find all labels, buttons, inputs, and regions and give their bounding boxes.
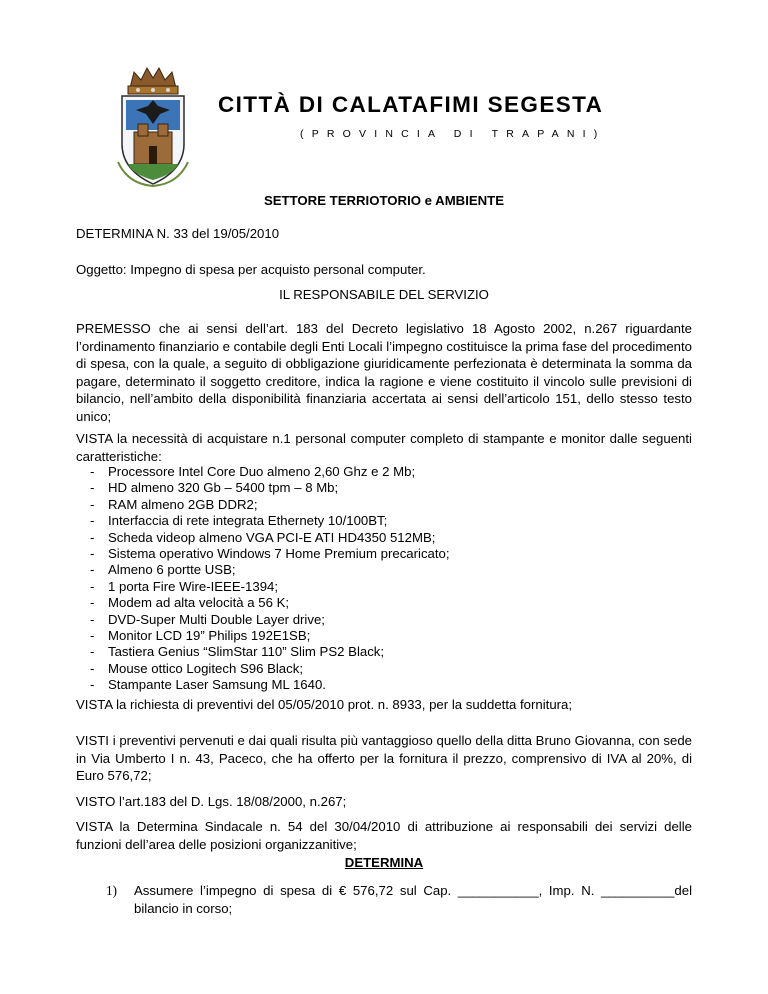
subject-line: Oggetto: Impegno di spesa per acquisto personal computer. <box>76 262 426 277</box>
spec-item: - Sistema operativo Windows 7 Home Premium precaricato; <box>90 546 450 562</box>
spec-item: - Interfaccia di rete integrata Ethernety 10/100BT; <box>90 513 450 529</box>
determina-heading: DETERMINA <box>344 855 424 870</box>
spec-item: - HD almeno 320 Gb – 5400 tpm – 8 Mb; <box>90 480 450 496</box>
vista-richiesta-paragraph: VISTA la richiesta di preventivi del 05/05/2010 prot. n. 8933, per la suddetta fornitura; <box>76 697 573 712</box>
spec-item: - DVD-Super Multi Double Layer drive; <box>90 612 450 628</box>
spec-item: - Stampante Laser Samsung ML 1640. <box>90 677 450 693</box>
item-1-text: Assumere l’impegno di spesa di € 576,72 sul Cap. ___________, Imp. N. __________del bilancio in corso; <box>134 883 692 916</box>
sector-heading: SETTORE TERRIOTORIO e AMBIENTE <box>263 193 505 208</box>
spec-item: - RAM almeno 2GB DDR2; <box>90 497 450 513</box>
visto-art-paragraph: VISTO l’art.183 del D. Lgs. 18/08/2000, n.267; <box>76 794 347 809</box>
spec-item: - 1 porta Fire Wire-IEEE-1394; <box>90 579 450 595</box>
spec-item: - Tastiera Genius “SlimStar 110” Slim PS2 Black; <box>90 644 450 660</box>
vista-determina-paragraph: VISTA la Determina Sindacale n. 54 del 30/04/2010 di attribuzione ai responsabili dei servizi delle funzioni dell’area delle posizioni organizzanitive; <box>76 819 692 852</box>
premesso-paragraph: PREMESSO che ai sensi dell’art. 183 del Decreto legislativo 18 Agosto 2002, n.267 riguardante l’ordinamento finanziario e contabile degli Enti Locali l’impegno costituisce la prima fase del procedimento di spesa, con la quale, a seguito di obbligazione giuridicamente perfezionata è determinata la somma da pagare, determinato il soggetto creditore, indica la ragione e viene costituito il vincolo sulle previsioni di bilancio, nell’ambito della disponibilità finanziaria accertata ai sensi dell’articolo 151, dello stesso testo unico; <box>76 321 692 424</box>
determina-number: DETERMINA N. 33 del 19/05/2010 <box>76 226 280 241</box>
responsabile-heading: IL RESPONSABILE DEL SERVIZIO <box>279 287 489 302</box>
spec-item: - Scheda videop almeno VGA PCI-E ATI HD4350 512MB; <box>90 530 450 546</box>
visti-preventivi-paragraph: VISTI i preventivi pervenuti e dai quali risulta più vantaggioso quello della ditta Bruno Giovanna, con sede in Via Umberto I n. 43, Paceco, che ha offerto per la fornitura il prezzo, comprensivo di IVA al 20%, di Euro 576,72; <box>76 733 692 783</box>
spec-item: - Processore Intel Core Duo almeno 2,60 Ghz e 2 Mb; <box>90 464 450 480</box>
specs-list <box>90 464 450 694</box>
spec-item: - Mouse ottico Logitech S96 Black; <box>90 661 450 677</box>
municipal-crest-icon <box>108 66 198 188</box>
vista-necessita-paragraph: VISTA la necessità di acquistare n.1 personal computer completo di stampante e monitor dalle seguenti caratteristiche: <box>76 431 692 464</box>
item-number: 1) <box>106 883 117 898</box>
spec-item: - Almeno 6 portte USB; <box>90 562 450 578</box>
spec-item: - Modem ad alta velocità a 56 K; <box>90 595 450 611</box>
province-subtitle: (PROVINCIA DI TRAPANI) <box>300 128 606 140</box>
city-title: CITTÀ DI CALATAFIMI SEGESTA <box>218 92 604 117</box>
spec-item: - Monitor LCD 19” Philips 192E1SB; <box>90 628 450 644</box>
